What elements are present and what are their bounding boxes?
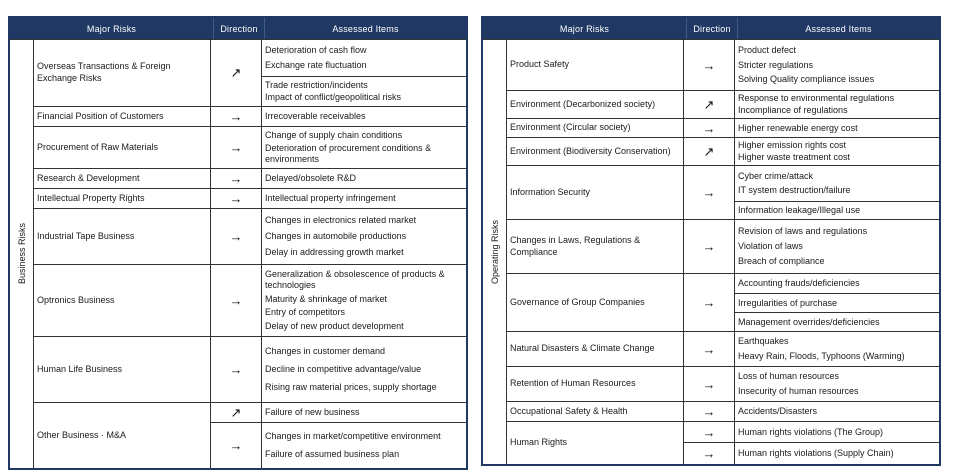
direction-cell: [211, 209, 262, 264]
assessed-cells: [262, 337, 466, 402]
assessed-items-cell: [735, 443, 939, 464]
assessed-cells: [735, 166, 939, 219]
assessed-items-cell: [262, 76, 466, 106]
direction-cell: [211, 337, 262, 402]
assessed-item: Incompliance of regulations: [738, 105, 848, 115]
risk-name-cell: Environment (Circular society): [507, 119, 684, 137]
direction-cell: [684, 274, 735, 331]
risk-name-cell: Governance of Group Companies: [507, 274, 684, 331]
assessed-items-cell: [262, 127, 466, 168]
direction-cell: [211, 423, 262, 468]
row-segment: [211, 265, 466, 336]
table-row: [507, 331, 939, 366]
row-segment: [211, 107, 466, 126]
direction-cell: [211, 189, 262, 208]
col-header-major-risks: Major Risks: [86, 23, 137, 34]
assessed-items-cell: [735, 312, 939, 331]
group-label: Operating Risks: [489, 219, 500, 285]
rows-container: [34, 40, 466, 468]
risk-name-cell: Intellectual Property Rights: [34, 189, 211, 208]
business-risks-table: [8, 16, 468, 470]
assessed-item: Loss of human resources: [738, 371, 840, 382]
assessed-cells: [735, 422, 939, 442]
assessed-cells: [262, 127, 466, 168]
direction-cell: [684, 402, 735, 421]
assessed-items-cell: [262, 209, 466, 264]
table-row: [34, 402, 466, 468]
assessed-item: Delay in addressing growth market: [265, 246, 404, 257]
row-segments: [211, 403, 466, 468]
row-segments: [684, 367, 939, 401]
assessed-items-cell: [262, 169, 466, 188]
row-segment: [684, 442, 939, 464]
risk-name-cell: Product Safety: [507, 40, 684, 90]
assessed-item: Changes in electronics related market: [265, 215, 417, 226]
assessed-item: Earthquakes: [738, 336, 789, 347]
direction-cell: [684, 119, 735, 137]
assessed-items-cell: [735, 40, 939, 90]
row-segment: [684, 138, 939, 165]
assessed-item: Human rights violations (The Group): [738, 426, 884, 437]
row-segments: [211, 169, 466, 188]
row-segment: [211, 422, 466, 468]
row-segment: [684, 367, 939, 401]
assessed-item: Intellectual property infringement: [265, 193, 396, 204]
row-segment: [211, 169, 466, 188]
assessed-item: Stricter regulations: [738, 59, 814, 70]
risk-name-cell: Environment (Decarbonized society): [507, 91, 684, 118]
col-header-direction: Direction: [213, 18, 265, 39]
assessed-item: Maturity & shrinkage of market: [265, 293, 388, 304]
direction-flat-arrow-icon: →: [702, 341, 716, 357]
assessed-item: Higher renewable energy cost: [738, 122, 858, 133]
direction-flat-arrow-icon: →: [229, 171, 243, 186]
assessed-items-cell: [262, 337, 466, 402]
assessed-items-cell: [735, 367, 939, 401]
direction-cell: [211, 107, 262, 126]
assessed-item: Decline in competitive advantage/value: [265, 364, 422, 374]
direction-cell: [211, 40, 262, 106]
row-segments: [211, 209, 466, 264]
table-row: [34, 188, 466, 208]
direction-cell: [211, 403, 262, 422]
assessed-cells: [735, 91, 939, 118]
table-row: [507, 219, 939, 273]
assessed-items-cell: [735, 332, 939, 366]
assessed-item: Exchange rate fluctuation: [265, 60, 367, 70]
direction-flat-arrow-icon: →: [702, 376, 716, 392]
assessed-item: Accounting frauds/deficiencies: [738, 278, 860, 289]
direction-cell: [211, 127, 262, 168]
assessed-item: Cyber crime/attack: [738, 170, 814, 181]
assessed-cells: [735, 274, 939, 331]
row-segment: [211, 337, 466, 402]
assessed-cells: [735, 443, 939, 464]
row-segment: [684, 274, 939, 331]
assessed-items-cell: [262, 107, 466, 126]
col-header-assessed-items: Assessed Items: [332, 23, 399, 34]
direction-flat-arrow-icon: →: [229, 140, 243, 155]
direction-flat-arrow-icon: →: [229, 191, 243, 206]
group-label-cell: [10, 40, 34, 468]
row-segment: [211, 127, 466, 168]
direction-up-arrow-icon: ↗: [703, 143, 715, 159]
risk-name-cell: Other Business · M&A: [34, 403, 211, 468]
assessed-item: Change of supply chain conditions: [265, 130, 403, 141]
assessed-item: Higher emission rights cost: [738, 140, 847, 151]
risk-name-cell: Financial Position of Customers: [34, 107, 211, 126]
assessed-item: Revision of laws and regulations: [738, 225, 868, 236]
assessed-item: Human rights violations (Supply Chain): [738, 448, 894, 459]
row-segments: [684, 119, 939, 137]
risk-name-cell: Occupational Safety & Health: [507, 402, 684, 421]
assessed-item: Deterioration of cash flow: [265, 45, 367, 56]
assessed-item: Breach of compliance: [738, 256, 825, 267]
row-segment: [684, 91, 939, 118]
assessed-items-cell: [262, 403, 466, 422]
row-segment: [211, 40, 466, 106]
assessed-items-cell: [735, 138, 939, 165]
direction-flat-arrow-icon: →: [702, 404, 716, 419]
table-header-row: [483, 18, 939, 40]
direction-flat-arrow-icon: →: [229, 362, 243, 377]
direction-cell: [684, 40, 735, 90]
assessed-cells: [262, 40, 466, 106]
risk-name-cell: Environment (Biodiversity Conservation): [507, 138, 684, 165]
direction-cell: [211, 265, 262, 336]
assessed-item: Response to environmental regulations: [738, 93, 895, 104]
assessed-cells: [735, 119, 939, 137]
direction-flat-arrow-icon: →: [702, 120, 716, 136]
row-segments: [211, 127, 466, 168]
risk-name-cell: Overseas Transactions & Foreign Exchange Risks: [34, 40, 211, 106]
row-segments: [684, 220, 939, 273]
table-row: [34, 40, 466, 106]
row-segment: [211, 403, 466, 422]
assessed-item: Delayed/obsolete R&D: [265, 173, 357, 184]
assessed-cells: [262, 403, 466, 422]
assessed-items-cell: [262, 40, 466, 76]
row-segments: [684, 402, 939, 421]
assessed-item: Management overrides/deficiencies: [738, 316, 880, 327]
direction-up-arrow-icon: ↗: [230, 65, 242, 80]
assessed-item: Accidents/Disasters: [738, 406, 818, 417]
row-segment: [684, 220, 939, 273]
row-segments: [211, 189, 466, 208]
table-row: [507, 90, 939, 118]
direction-cell: [684, 332, 735, 366]
assessed-item: Higher waste treatment cost: [738, 152, 851, 162]
assessed-item: Trade restriction/incidents: [265, 79, 368, 90]
table-row: [34, 106, 466, 126]
assessed-item: Violation of laws: [738, 241, 803, 251]
assessed-item: Generalization & obsolescence of products & technologies: [265, 268, 445, 290]
assessed-item: Insecurity of human resources: [738, 385, 859, 396]
operating-risks-table: [481, 16, 941, 466]
assessed-item: Product defect: [738, 44, 797, 55]
row-segment: [684, 402, 939, 421]
assessed-items-cell: [735, 422, 939, 442]
direction-flat-arrow-icon: →: [702, 446, 716, 461]
table-row: [34, 126, 466, 168]
assessed-items-cell: [735, 274, 939, 293]
row-segments: [684, 91, 939, 118]
row-segments: [684, 40, 939, 90]
assessed-item: Irrecoverable receivables: [265, 111, 366, 122]
direction-cell: [684, 138, 735, 165]
risk-name-cell: Industrial Tape Business: [34, 209, 211, 264]
assessed-cells: [735, 402, 939, 421]
table-row: [507, 118, 939, 137]
assessed-item: Entry of competitors: [265, 307, 346, 318]
table-row: [507, 40, 939, 90]
risk-name-cell: Information Security: [507, 166, 684, 219]
assessed-items-cell: [262, 265, 466, 336]
assessed-cells: [735, 220, 939, 273]
col-header-direction: Direction: [686, 18, 738, 39]
table-row: [34, 168, 466, 188]
row-segments: [211, 265, 466, 336]
row-segment: [684, 332, 939, 366]
direction-flat-arrow-icon: →: [702, 424, 716, 440]
col-header-assessed-items: Assessed Items: [805, 23, 872, 34]
assessed-item: Failure of new business: [265, 407, 360, 418]
assessed-item: Solving Quality compliance issues: [738, 74, 875, 85]
assessed-items-cell: [735, 119, 939, 137]
table-row: [34, 264, 466, 336]
assessed-cells: [735, 138, 939, 165]
assessed-item: Delay of new product development: [265, 321, 404, 332]
assessed-item: Information leakage/Illegal use: [738, 205, 861, 216]
table-row: [507, 401, 939, 421]
row-segment: [211, 209, 466, 264]
direction-cell: [211, 169, 262, 188]
table-body: [483, 40, 939, 464]
direction-flat-arrow-icon: →: [702, 57, 716, 73]
risk-name-cell: Optronics Business: [34, 265, 211, 336]
assessed-items-cell: [262, 189, 466, 208]
table-row: [507, 421, 939, 464]
group-label: Business Risks: [16, 223, 27, 285]
row-segment: [684, 166, 939, 219]
direction-flat-arrow-icon: →: [229, 229, 243, 244]
direction-up-arrow-icon: ↗: [230, 404, 242, 420]
assessed-item: Impact of conflict/geopolitical risks: [265, 92, 402, 103]
assessed-cells: [262, 107, 466, 126]
assessed-cells: [262, 209, 466, 264]
row-segment: [684, 422, 939, 442]
assessed-item: IT system destruction/failure: [738, 185, 851, 196]
risk-name-cell: Human Rights: [507, 422, 684, 464]
risk-name-cell: Research & Development: [34, 169, 211, 188]
row-segments: [684, 274, 939, 331]
assessed-items-cell: [735, 91, 939, 118]
row-segments: [684, 166, 939, 219]
direction-flat-arrow-icon: →: [702, 295, 716, 310]
assessed-item: Rising raw material prices, supply shortage: [265, 382, 437, 393]
row-segments: [211, 337, 466, 402]
row-segments: [684, 422, 939, 464]
row-segment: [211, 189, 466, 208]
assessed-item: Deterioration of procurement conditions & environments: [265, 143, 432, 164]
assessed-items-cell: [262, 423, 466, 468]
assessed-cells: [735, 40, 939, 90]
col-header-major-risks: Major Risks: [559, 23, 610, 34]
direction-cell: [684, 367, 735, 401]
assessed-item: Changes in customer demand: [265, 345, 386, 356]
direction-flat-arrow-icon: →: [702, 239, 716, 254]
risk-name-cell: Natural Disasters & Climate Change: [507, 332, 684, 366]
assessed-cells: [262, 169, 466, 188]
assessed-item: Changes in market/competitive environment: [265, 431, 441, 442]
assessed-items-cell: [735, 293, 939, 312]
table-row: [507, 273, 939, 331]
direction-cell: [684, 91, 735, 118]
table-header-row: [10, 18, 466, 40]
table-body: [10, 40, 466, 468]
direction-flat-arrow-icon: →: [229, 438, 243, 453]
assessed-cells: [262, 265, 466, 336]
assessed-cells: [262, 423, 466, 468]
table-row: [507, 366, 939, 401]
table-row: [507, 137, 939, 165]
direction-flat-arrow-icon: →: [229, 109, 243, 124]
row-segment: [684, 119, 939, 137]
direction-flat-arrow-icon: →: [702, 185, 716, 200]
table-row: [34, 208, 466, 264]
direction-cell: [684, 166, 735, 219]
table-row: [34, 336, 466, 402]
direction-cell: [684, 443, 735, 464]
table-row: [507, 165, 939, 219]
row-segments: [684, 138, 939, 165]
row-segment: [684, 40, 939, 90]
row-segments: [211, 107, 466, 126]
direction-cell: [684, 422, 735, 442]
rows-container: [507, 40, 939, 464]
risk-name-cell: Human Life Business: [34, 337, 211, 402]
group-label-cell: [483, 40, 507, 464]
risk-name-cell: Changes in Laws, Regulations & Compliance: [507, 220, 684, 273]
direction-flat-arrow-icon: →: [229, 293, 243, 308]
row-segments: [211, 40, 466, 106]
assessed-cells: [262, 189, 466, 208]
assessed-cells: [735, 367, 939, 401]
row-segments: [684, 332, 939, 366]
assessed-items-cell: [735, 220, 939, 273]
assessed-items-cell: [735, 402, 939, 421]
direction-up-arrow-icon: ↗: [703, 96, 715, 112]
assessed-item: Irregularities of purchase: [738, 297, 838, 308]
assessed-cells: [735, 332, 939, 366]
assessed-items-cell: [735, 166, 939, 201]
assessed-items-cell: [735, 201, 939, 219]
assessed-item: Heavy Rain, Floods, Typhoons (Warming): [738, 350, 905, 361]
direction-cell: [684, 220, 735, 273]
risk-name-cell: Procurement of Raw Materials: [34, 127, 211, 168]
assessed-item: Failure of assumed business plan: [265, 449, 400, 459]
risk-name-cell: Retention of Human Resources: [507, 367, 684, 401]
assessed-item: Changes in automobile productions: [265, 231, 407, 241]
